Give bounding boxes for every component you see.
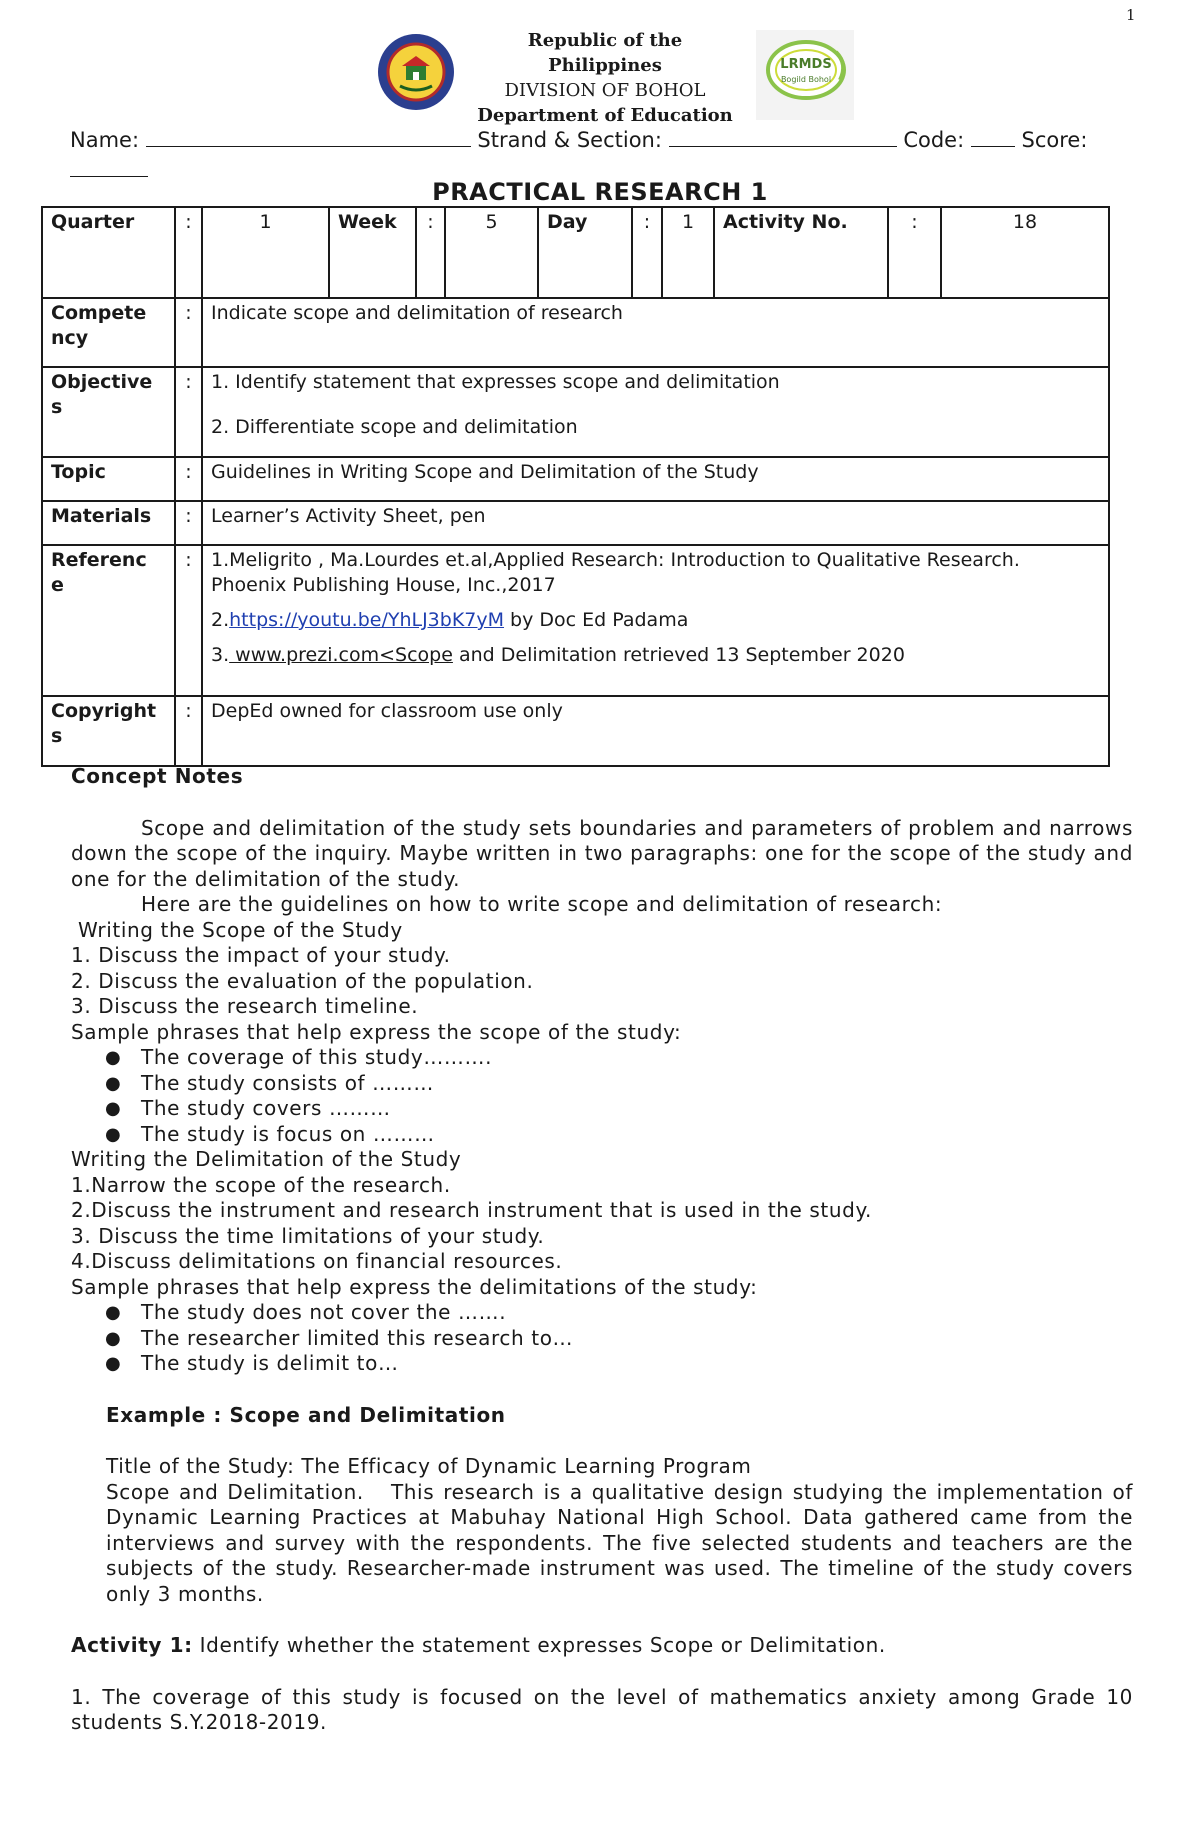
reference-3-suffix: and Delimitation retrieved 13 September 2020 — [452, 644, 905, 666]
colon: : — [175, 207, 202, 298]
quarter-value: 1 — [202, 207, 329, 298]
header-republic: Republic of the Philippines — [527, 30, 683, 76]
competency-label: Compete ncy — [42, 298, 175, 367]
list-item: ● The study consists of ……… — [141, 1071, 1133, 1097]
reference-item-2 — [211, 608, 1100, 633]
header-text-block — [470, 28, 740, 128]
reference-3-prefix: 3. — [211, 644, 230, 666]
week-label: Week — [329, 207, 416, 298]
header-division: DIVISION OF BOHOL — [504, 80, 706, 101]
colon: : — [175, 501, 202, 545]
deped-seal-logo — [376, 32, 456, 112]
info-row-copyright — [42, 696, 1109, 766]
guidelines-intro: Here are the guidelines on how to write scope and delimitation of research: — [141, 892, 943, 916]
colon: : — [416, 207, 445, 298]
name-blank[interactable] — [146, 128, 471, 147]
day-value: 1 — [662, 207, 714, 298]
list-item: ● The researcher limited this research to… — [141, 1326, 1133, 1352]
objectives-label: Objective s — [42, 367, 175, 457]
youtube-reference-link[interactable]: https://youtu.be/YhLJ3bK7yM — [229, 609, 505, 631]
objective-item: 2. Differentiate scope and delimitation — [211, 416, 578, 438]
colon: : — [175, 298, 202, 367]
activity-label: Activity 1: — [71, 1633, 193, 1657]
list-item: ● The study does not cover the ……. — [141, 1300, 1133, 1326]
copyright-label: Copyright s — [42, 696, 175, 766]
activity-info-table — [41, 206, 1110, 767]
strand-label: Strand & Section: — [477, 128, 662, 152]
materials-value: Learner’s Activity Sheet, pen — [202, 501, 1109, 545]
materials-label: Materials — [42, 501, 175, 545]
reference-item-1: 1.Meligrito , Ma.Lourdes et.al,Applied Research: Introduction to Qualitative Research. Phoenix Publishing House, Inc.,2017 — [211, 549, 1020, 596]
example-section — [71, 1402, 1140, 1608]
reference-list — [202, 545, 1109, 696]
activity-instruction — [71, 1633, 1133, 1659]
scope-step: 3. Discuss the research timeline. — [71, 994, 419, 1018]
delimitation-phrases-intro: Sample phrases that help express the delimitations of the study: — [71, 1274, 758, 1299]
objective-item: 1. Identify statement that expresses scope and delimitation — [211, 371, 780, 393]
delimitation-step: 1.Narrow the scope of the research. — [71, 1172, 451, 1197]
spacer — [71, 790, 1133, 816]
subject-title: PRACTICAL RESEARCH 1 — [432, 178, 768, 206]
delimitation-phrases-list — [71, 1300, 1133, 1377]
code-label: Code: — [903, 128, 965, 152]
colon: : — [175, 545, 202, 696]
info-row-reference — [42, 545, 1109, 696]
lrmds-logo — [756, 30, 854, 120]
delimitation-step: 4.Discuss delimitations on financial resources. — [71, 1249, 563, 1273]
reference-label: Referenc e — [42, 545, 175, 696]
scope-step: 1. Discuss the impact of your study. — [71, 943, 451, 967]
lesson-body — [71, 764, 1140, 1736]
activity-item-1: 1. The coverage of this study is focused on the level of mathematics anxiety among Grade 10 students S.Y.2018-2019. — [71, 1684, 1133, 1734]
scope-phrases-list — [71, 1045, 1133, 1147]
activity-instruction-text: Identify whether the statement expresses Scope or Delimitation. — [192, 1633, 886, 1657]
score-blank[interactable] — [70, 176, 148, 177]
scope-phrases-intro: Sample phrases that help express the scope of the study: — [71, 1019, 682, 1044]
reference-2-prefix: 2. — [211, 609, 230, 631]
reference-2-suffix: by Doc Ed Padama — [504, 609, 689, 631]
competency-value: Indicate scope and delimitation of research — [202, 298, 1109, 367]
header-department: Department of Education — [477, 105, 733, 126]
colon: : — [175, 457, 202, 501]
scope-heading: Writing the Scope of the Study — [71, 917, 403, 942]
concept-notes-heading: Concept Notes — [71, 764, 244, 788]
colon: : — [888, 207, 941, 298]
info-row-objectives — [42, 367, 1109, 457]
example-heading: Example : Scope and Delimitation — [106, 1402, 506, 1427]
spacer — [71, 1377, 1133, 1403]
info-row-topic — [42, 457, 1109, 501]
copyright-value: DepEd owned for classroom use only — [202, 696, 1109, 766]
svg-text:Bogild Bohol: Bogild Bohol — [780, 75, 832, 84]
objectives-list — [202, 367, 1109, 457]
strand-blank[interactable] — [669, 128, 897, 147]
concept-intro-paragraph: Scope and delimitation of the study sets boundaries and parameters of problem and narrows down the scope of the inquiry. Maybe written in two paragraphs: one for the scope of the study and one for the delimitation of the study. — [71, 815, 1133, 891]
student-info-line — [70, 128, 1140, 152]
example-paragraph: Scope and Delimitation. This research is a qualitative design studying the implementation of Dynamic Learning Practices at Mabuhay National High School. Data gathered came from the interviews and survey with the respondents. The five selected students and teachers are the subjects of the study. Researcher-made instrument was used. The timeline of the study covers only 3 months. — [106, 1479, 1140, 1606]
page-number: 1 — [1126, 6, 1136, 24]
score-label: Score: — [1021, 128, 1088, 152]
topic-label: Topic — [42, 457, 175, 501]
list-item: ● The study covers ……… — [141, 1096, 1133, 1122]
quarter-label: Quarter — [42, 207, 175, 298]
spacer — [71, 1607, 1133, 1633]
info-row-competency — [42, 298, 1109, 367]
delimitation-step: 3. Discuss the time limitations of your study. — [71, 1223, 545, 1248]
week-value: 5 — [445, 207, 538, 298]
svg-text:LRMDS: LRMDS — [780, 57, 832, 72]
name-label: Name: — [70, 128, 140, 152]
list-item: ● The study is delimit to… — [141, 1351, 1133, 1377]
document-header — [0, 26, 1200, 126]
code-blank[interactable] — [971, 128, 1015, 147]
spacer — [71, 1659, 1133, 1685]
activity-no-value: 18 — [941, 207, 1109, 298]
activity-no-label: Activity No. — [714, 207, 888, 298]
list-item: ● The study is focus on ……… — [141, 1122, 1133, 1148]
prezi-reference-link[interactable]: www.prezi.com<Scope — [229, 644, 453, 666]
scope-step: 2. Discuss the evaluation of the population. — [71, 968, 534, 993]
topic-value: Guidelines in Writing Scope and Delimitation of the Study — [202, 457, 1109, 501]
colon: : — [175, 367, 202, 457]
list-item: ● The coverage of this study………. — [141, 1045, 1133, 1071]
colon: : — [175, 696, 202, 766]
delimitation-step: 2.Discuss the instrument and research instrument that is used in the study. — [71, 1198, 872, 1222]
example-title-line: Title of the Study: The Efficacy of Dynamic Learning Program — [106, 1454, 752, 1478]
info-row-materials — [42, 501, 1109, 545]
reference-item-3 — [211, 643, 1100, 668]
delimitation-heading: Writing the Delimitation of the Study — [71, 1147, 462, 1171]
info-row-quarter — [42, 207, 1109, 298]
colon: : — [632, 207, 662, 298]
spacer — [106, 1428, 1133, 1454]
day-label: Day — [538, 207, 632, 298]
